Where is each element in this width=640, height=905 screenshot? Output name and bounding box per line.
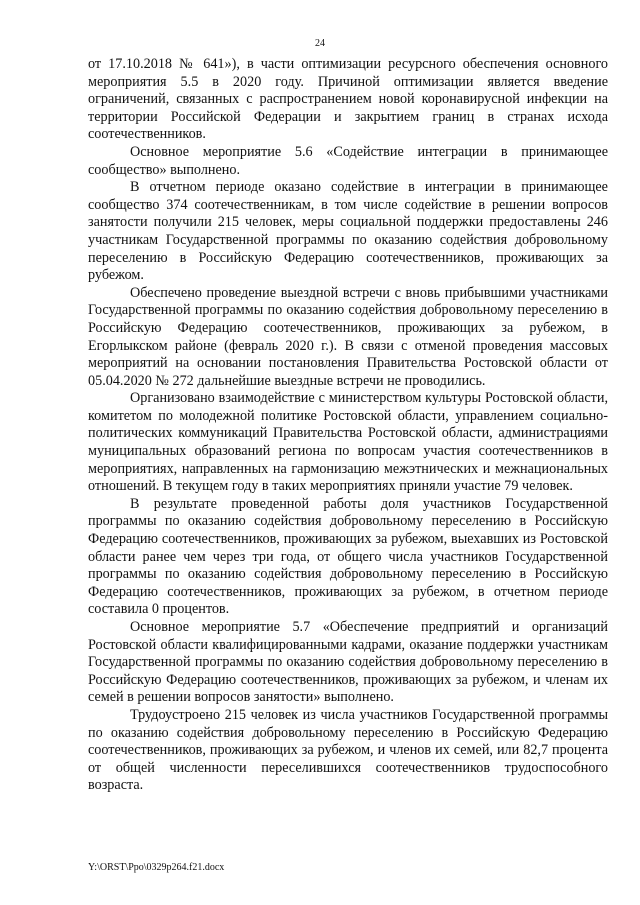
document-body (88, 56, 608, 795)
paragraph-measure-5-6: Основное мероприятие 5.6 «Содействие интеграции в принимающее сообщество» выполнено. (88, 143, 608, 178)
paragraph-onsite-meeting: Обеспечено проведение выездной встречи с вновь прибывшими участниками Государственной программы по оказанию содействия добровольному переселению в Российскую Федерацию соотечественников, проживающих за рубежом, в Егорлыкском районе (февраль 2020 г.). В связи с отменой проведения массовых мероприятий на основании постановления Правительства Ростовской области от 05.04.2020 № 272 дальнейшие выездные встречи не проводились. (88, 284, 608, 389)
paragraph-integration-support: В отчетном периоде оказано содействие в интеграции в принимающее сообщество 374 соотечественникам, в том числе содействие в решении вопросов занятости получили 215 человек, меры социальной поддержки предоставлены 246 участникам Государственной программы по оказанию содействия добровольному переселению в Российскую Федерацию соотечественников, проживающих за рубежом. (88, 179, 608, 284)
paragraph-continuation: от 17.10.2018 № 641»), в части оптимизации ресурсного обеспечения основного мероприятия 5.5 в 2020 году. Причиной оптимизации является введение ограничений, связанных с распространением новой коронавирусной инфекции на территории Российской Федерации и закрытием границ в странах исхода соотечественников. (88, 56, 608, 143)
paragraph-result-share: В результате проведенной работы доля участников Государственной программы по оказанию содействия добровольному переселению в Российскую Федерацию соотечественников, проживающих за рубежом, выехавших из Ростовской области ранее чем через три года, от общего числа участников Государственной программы по оказанию содействия добровольному переселению в Российскую Федерацию соотечественников, проживающих за рубежом, в отчетном периоде составила 0 процентов. (88, 495, 608, 618)
paragraph-measure-5-7: Основное мероприятие 5.7 «Обеспечение предприятий и организаций Ростовской области квалифицированными кадрами, оказание поддержки участникам Государственной программы по оказанию содействия добровольному переселению в Российскую Федерацию соотечественников, проживающих за рубежом, и членам их семей в решении вопросов занятости» выполнено. (88, 619, 608, 706)
footer-file-path: Y:\ORST\Ppo\0329p264.f21.docx (88, 862, 225, 873)
page-number: 24 (315, 38, 325, 49)
paragraph-interaction: Организовано взаимодействие с министерством культуры Ростовской области, комитетом по молодежной политике Ростовской области, управлением социально-политических коммуникаций Правительства Ростовской области, администрациями муниципальных образований региона по вопросам участия соотечественников в мероприятиях, направленных на гармонизацию межэтнических и межнациональных отношений. В текущем году в таких мероприятиях приняли участие 79 человек. (88, 390, 608, 495)
paragraph-employment: Трудоустроено 215 человек из числа участников Государственной программы по оказанию содействия добровольному переселению в Российскую Федерацию соотечественников, проживающих за рубежом, и членов их семей, или 82,7 процента от общей численности переселившихся соотечественников трудоспособного возраста. (88, 706, 608, 794)
